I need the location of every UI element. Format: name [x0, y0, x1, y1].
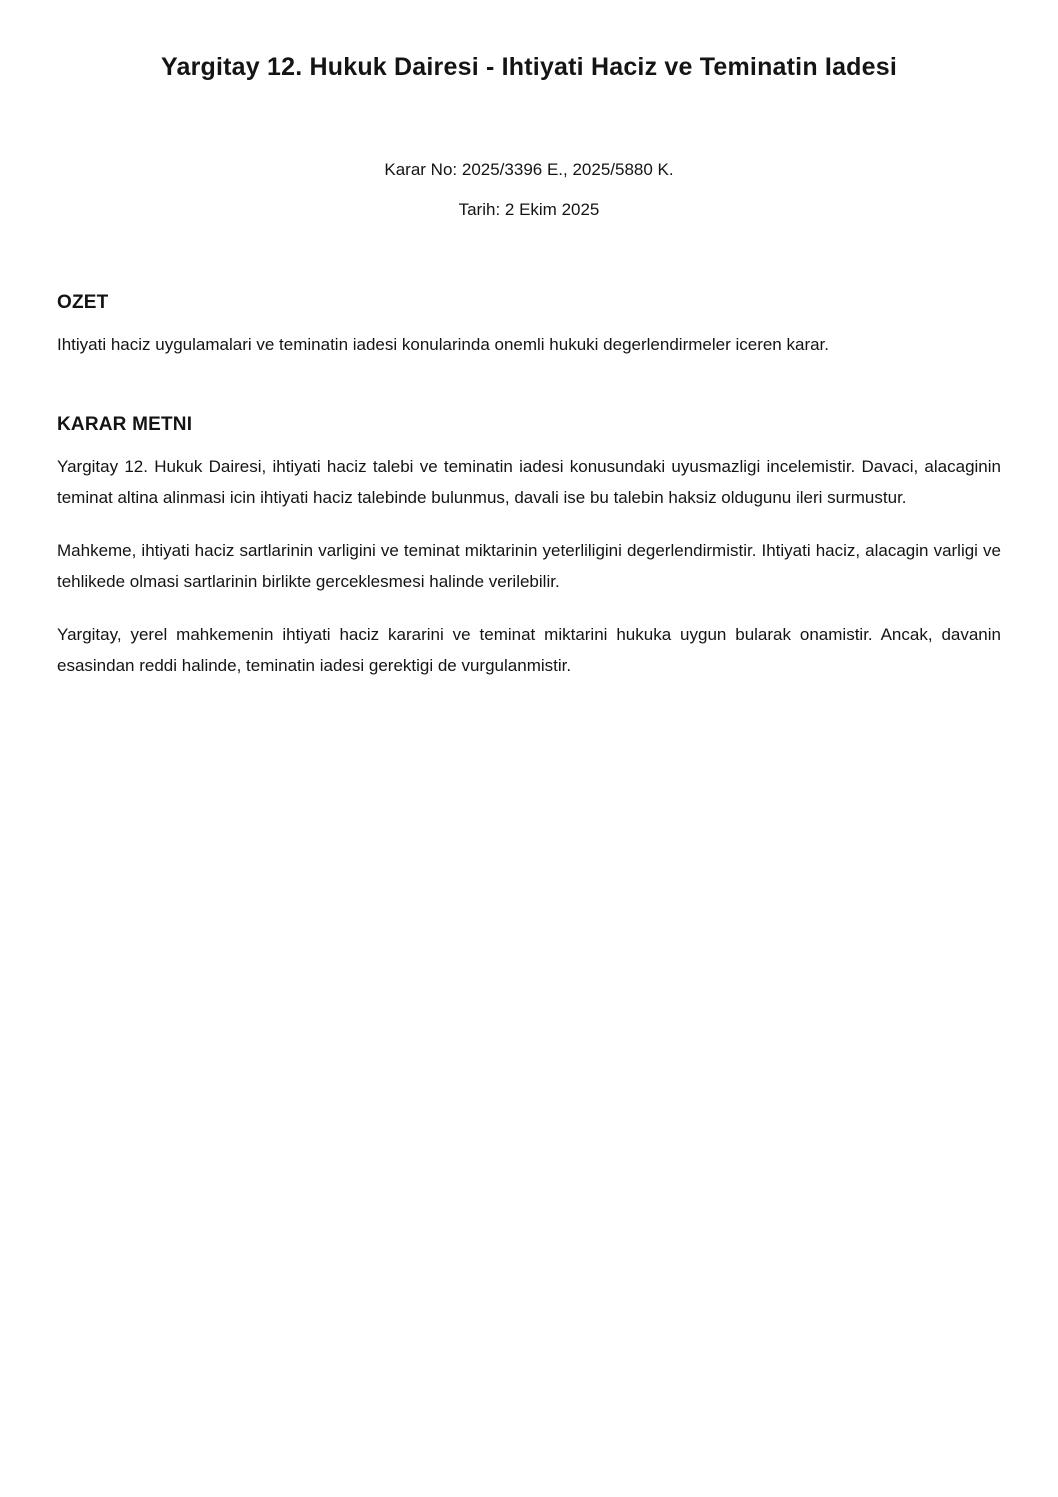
karar-paragraph-2: Mahkeme, ihtiyati haciz sartlarinin varligini ve teminat miktarinin yeterliligini degerlendirmistir. Ihtiyati haciz, alacagin varligi ve tehlikede olmasi sartlarinin birlikte gerceklesmesi halinde verilebilir. [57, 540, 1001, 591]
section-ozet [57, 292, 1001, 360]
karar-paragraph-1: Yargitay 12. Hukuk Dairesi, ihtiyati haciz talebi ve teminatin iadesi konusundaki uyusmazligi incelemistir. Davaci, alacaginin teminat altina alinmasi icin ihtiyati haciz talebinde bulunmus, davali ise bu talebin haksiz oldugunu ileri surmustur. [57, 456, 1001, 507]
karar-paragraph-3: Yargitay, yerel mahkemenin ihtiyati haciz kararini ve teminat miktarini hukuka uygun bularak onamistir. Ancak, davanin esasindan reddi halinde, teminatin iadesi gerektigi de vurgulanmistir. [57, 624, 1001, 675]
decision-date: Tarih: 2 Ekim 2025 [458, 200, 600, 219]
decision-meta [57, 160, 1001, 220]
section-heading-karar-metni: KARAR METNI [57, 413, 193, 435]
ozet-paragraph: Ihtiyati haciz uygulamalari ve teminatin iadesi konularinda onemli hukuki degerlendirmeler iceren karar. [57, 334, 830, 354]
decision-number: Karar No: 2025/3396 E., 2025/5880 K. [384, 160, 674, 179]
section-heading-ozet: OZET [57, 292, 109, 313]
section-karar-metni [57, 414, 1001, 681]
page-title: Yargitay 12. Hukuk Dairesi - Ihtiyati Haciz ve Teminatin Iadesi [160, 53, 898, 81]
